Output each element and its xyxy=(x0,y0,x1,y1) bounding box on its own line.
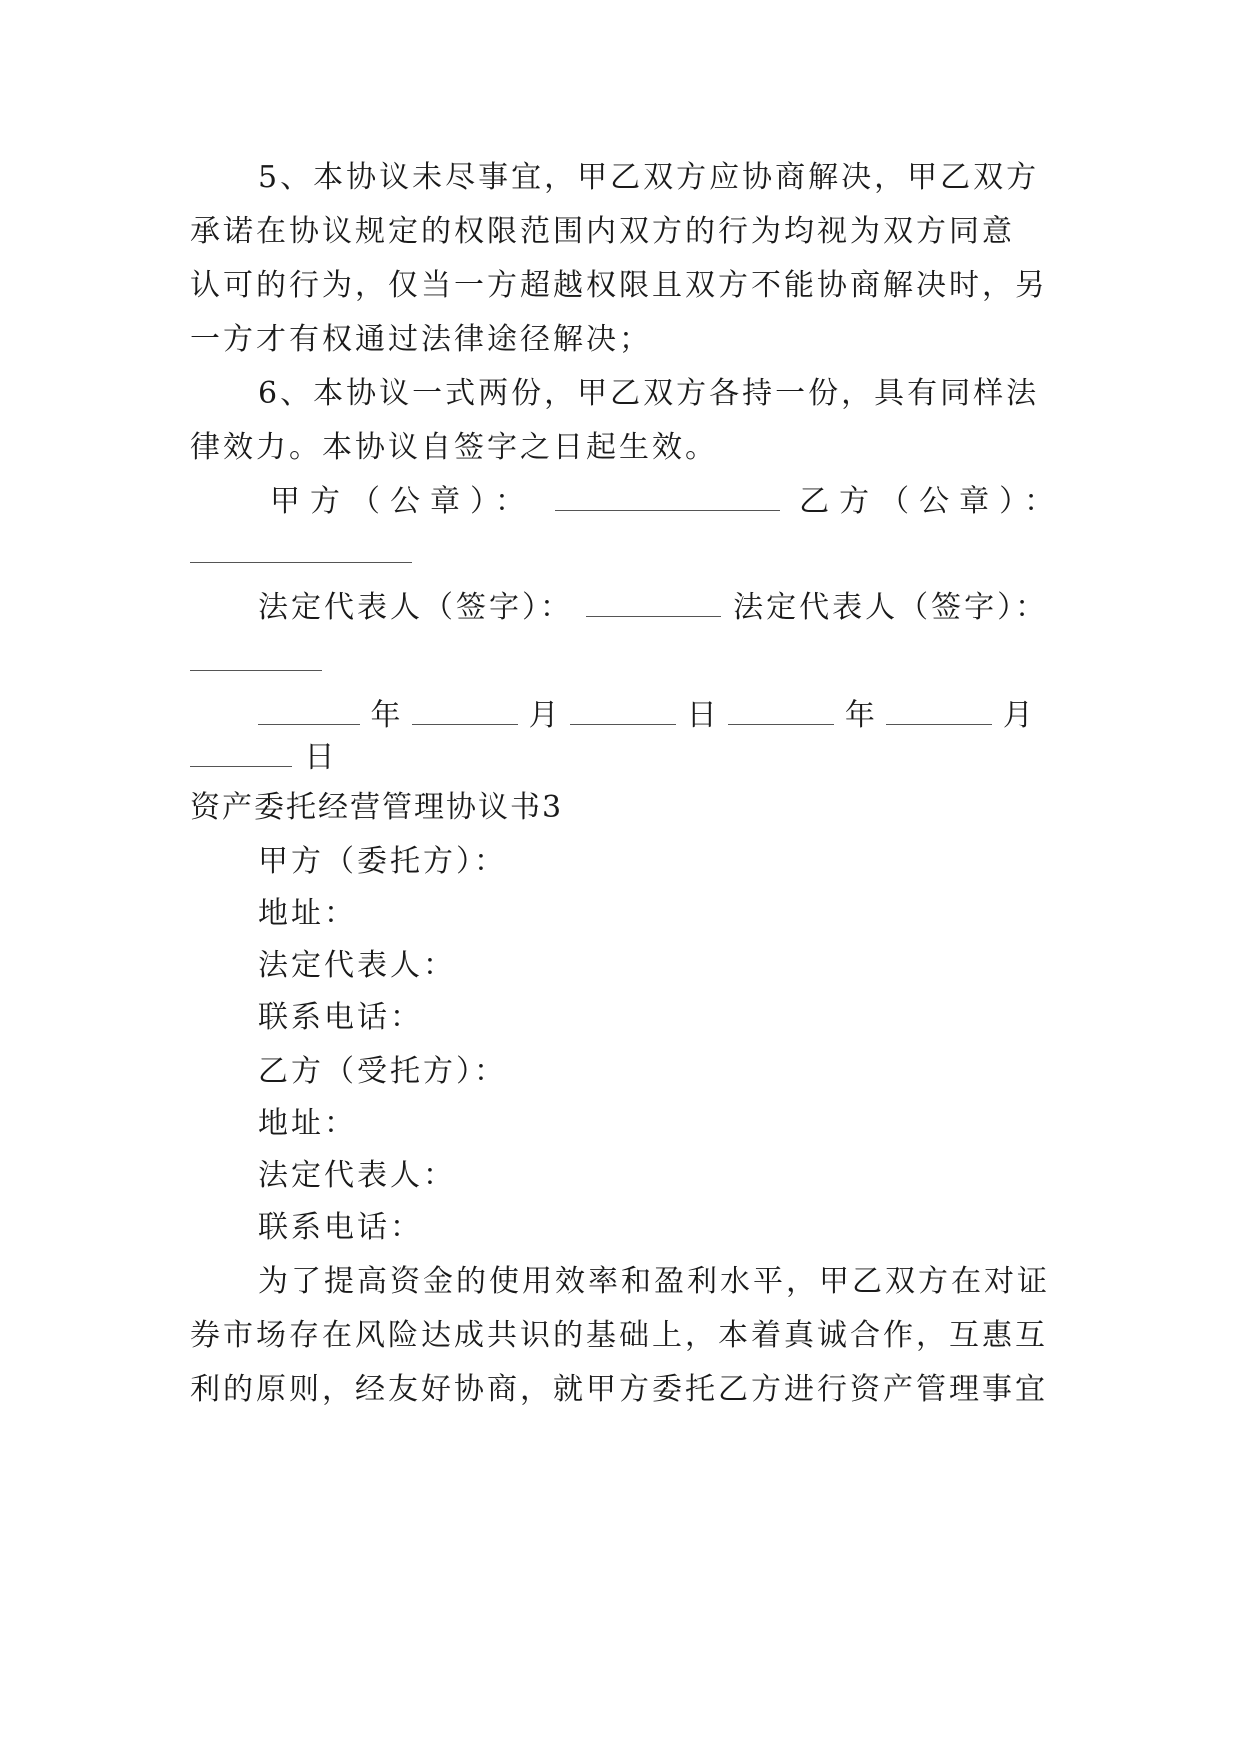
clause-5-line-2: 承诺在协议规定的权限范围内双方的行为均视为双方同意 xyxy=(190,214,1015,249)
date-line xyxy=(258,698,1034,734)
date-b-day-label: 日 xyxy=(304,740,338,775)
party-a-seal-blank[interactable] xyxy=(555,486,780,511)
seal-line-continued xyxy=(190,536,412,572)
party-b-seal-blank[interactable] xyxy=(190,538,412,563)
intro-line-3: 利的原则，经友好协商，就甲方委托乙方进行资产管理事宜 xyxy=(190,1372,1048,1407)
clause-5-line-1: 5、本协议未尽事宜，甲乙双方应协商解决，甲乙双方 xyxy=(258,160,1040,195)
clause-6-line-2: 律效力。本协议自签字之日起生效。 xyxy=(190,430,718,465)
party-b-address: 地址： xyxy=(258,1106,357,1141)
intro-line-1: 为了提高资金的使用效率和盈利水平，甲乙双方在对证 xyxy=(258,1264,1050,1299)
clause-6-line-1: 6、本协议一式两份，甲乙双方各持一份，具有同样法 xyxy=(258,376,1040,411)
date-a-month-label: 月 xyxy=(528,698,560,733)
party-b-representative: 法定代表人： xyxy=(258,1158,456,1193)
date-line-continued xyxy=(190,740,338,776)
date-b-day-blank[interactable] xyxy=(190,742,292,767)
party-a-seal-label: 甲方（公章）： xyxy=(270,484,535,519)
date-b-month-blank[interactable] xyxy=(886,700,992,725)
date-b-year-blank[interactable] xyxy=(728,700,834,725)
party-a-phone: 联系电话： xyxy=(258,1000,423,1035)
date-a-year-label: 年 xyxy=(370,698,402,733)
rep-b-label: 法定代表人（签字）： xyxy=(733,590,1049,625)
date-a-day-blank[interactable] xyxy=(570,700,676,725)
party-b-seal-label: 乙方（公章）： xyxy=(799,484,1065,519)
date-a-year-blank[interactable] xyxy=(258,700,360,725)
rep-a-label: 法定代表人（签字）： xyxy=(258,590,573,625)
date-a-day-label: 日 xyxy=(686,698,718,733)
rep-a-blank[interactable] xyxy=(586,592,721,617)
representative-line-continued xyxy=(190,644,322,680)
clause-5-line-3: 认可的行为，仅当一方超越权限且双方不能协商解决时，另 xyxy=(190,268,1048,303)
intro-line-2: 券市场存在风险达成共识的基础上，本着真诚合作，互惠互 xyxy=(190,1318,1048,1353)
party-b-phone: 联系电话： xyxy=(258,1210,423,1245)
seal-line xyxy=(270,484,1064,520)
clause-5-line-4: 一方才有权通过法律途径解决； xyxy=(190,322,652,357)
date-a-month-blank[interactable] xyxy=(412,700,518,725)
date-b-year-label: 年 xyxy=(844,698,876,733)
rep-b-blank[interactable] xyxy=(190,646,322,671)
party-a-heading: 甲方（委托方）： xyxy=(258,844,507,879)
section-title: 资产委托经营管理协议书3 xyxy=(190,790,564,825)
party-b-heading: 乙方（受托方）： xyxy=(258,1054,507,1089)
representative-line xyxy=(258,590,1048,626)
party-a-address: 地址： xyxy=(258,896,357,931)
date-b-month-label: 月 xyxy=(1002,698,1034,733)
party-a-representative: 法定代表人： xyxy=(258,948,456,983)
